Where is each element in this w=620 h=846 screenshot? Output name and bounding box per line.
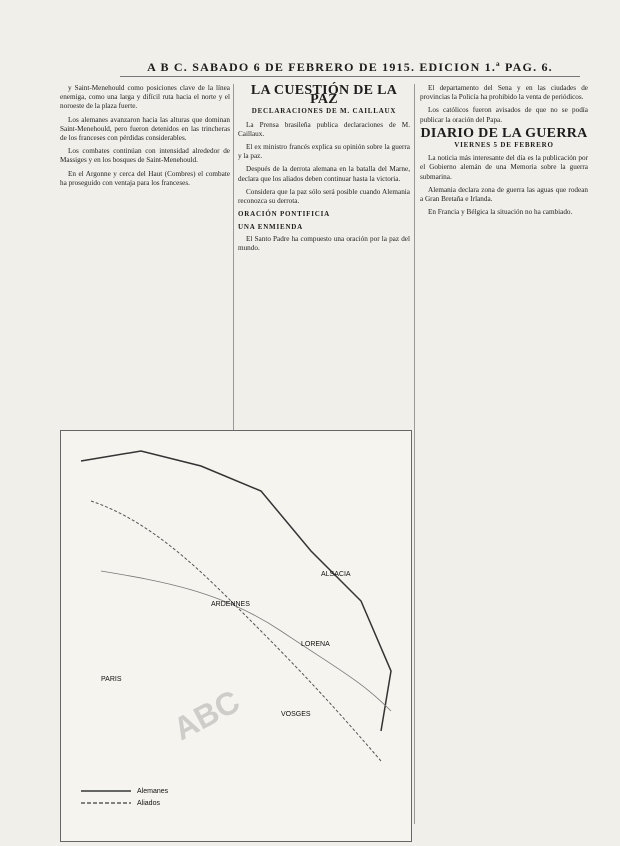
front-line-secondary bbox=[91, 501, 381, 761]
map-label-ardennes: ARDENNES bbox=[211, 601, 250, 608]
legend-label-aliados: Aliados bbox=[137, 800, 160, 807]
watermark-abc: ABC bbox=[167, 682, 246, 748]
headline: LA CUESTIÓN DE LA PAZ bbox=[250, 83, 398, 108]
paragraph: En el Argonne y cerca del Haut (Combres) el combate ha proseguido con ventaja para los franceses. bbox=[60, 169, 230, 187]
river bbox=[101, 571, 391, 711]
paragraph: El Santo Padre ha compuesto una oración por la paz del mundo. bbox=[238, 234, 410, 252]
section-subtitle: UNA ENMIENDA bbox=[238, 223, 304, 232]
legend-label-alemanes: Alemanes bbox=[137, 788, 169, 795]
paragraph: Alemania declara zona de guerra las aguas que rodean a Gran Bretaña e Irlanda. bbox=[420, 185, 588, 204]
map-label-alsacia: ALSACIA bbox=[321, 571, 351, 578]
map-label-lorena: LORENA bbox=[301, 641, 330, 648]
war-map bbox=[60, 430, 412, 842]
headline: DIARIO DE LA GUERRA bbox=[420, 125, 588, 141]
map-label-paris: PARIS bbox=[101, 676, 122, 683]
section-title: ORACIÓN PONTIFICIA bbox=[238, 210, 330, 219]
paragraph: Los católicos fueron avisados de que no se podía publicar la oración del Papa. bbox=[420, 106, 588, 124]
page-header: A B C. SABADO 6 DE FEBRERO DE 1915. EDICION 1.ª PAG. 6. bbox=[120, 60, 580, 77]
paragraph: El departamento del Sena y en las ciudades de provincias la Policía ha prohibido la venta de periódicos. bbox=[420, 84, 588, 102]
paragraph: y Saint-Menehould como posiciones clave de la línea enemiga, como una larga y difícil ruta hacia el norte y el noroeste de la plaza fuerte. bbox=[60, 84, 230, 111]
paragraph: El ex ministro francés explica su opinión sobre la guerra y la paz. bbox=[238, 143, 410, 161]
front-line bbox=[81, 451, 391, 731]
column-1 bbox=[60, 84, 230, 192]
paragraph: En Francia y Bélgica la situación no ha cambiado. bbox=[428, 208, 573, 217]
column-2 bbox=[238, 84, 410, 257]
column-3 bbox=[420, 84, 588, 221]
map-label-vosges: VOSGES bbox=[281, 711, 311, 718]
paragraph: La noticia más interesante del día es la publicación por el Gobierno alemán de una Memoria sobre la guerra submarina. bbox=[420, 154, 588, 181]
paragraph: Los alemanes avanzaron hacia las alturas que dominan Saint-Menehould, pero fueron detenidos en las trincheras de los franceses con pérdidas considerables. bbox=[60, 115, 230, 143]
subheadline: VIERNES 5 DE FEBRERO bbox=[454, 141, 554, 150]
paragraph: Después de la derrota alemana en la batalla del Marne, declara que los aliados deben continuar hasta la victoria. bbox=[238, 165, 410, 183]
column-rule bbox=[414, 84, 415, 824]
paragraph: Los combates continúan con intensidad alrededor de Massiges y en los bosques de Saint-Menehould. bbox=[60, 147, 230, 165]
map-svg bbox=[61, 431, 411, 841]
subheadline: DECLARACIONES DE M. CAILLAUX bbox=[251, 107, 397, 116]
paragraph: Considera que la paz sólo será posible cuando Alemania reconozca su derrota. bbox=[238, 187, 410, 206]
paragraph: La Prensa brasileña publica declaraciones de M. Caillaux. bbox=[238, 120, 410, 138]
